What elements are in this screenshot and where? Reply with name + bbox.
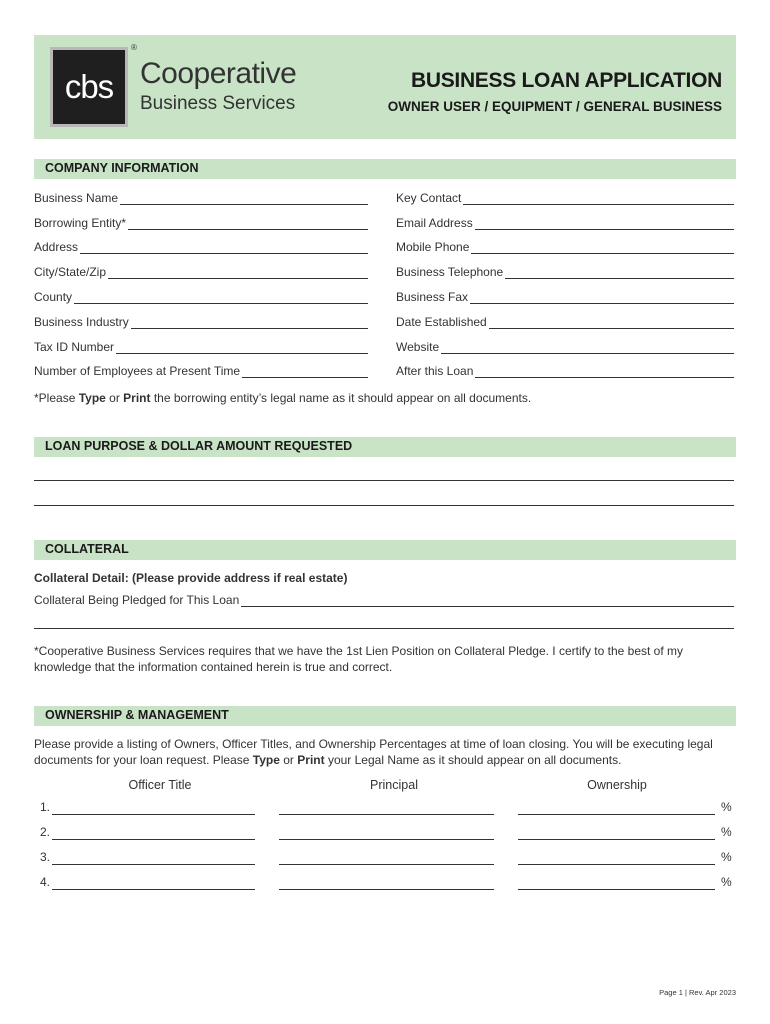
document-title: BUSINESS LOAN APPLICATION bbox=[410, 69, 722, 92]
field-mobile-phone[interactable] bbox=[396, 238, 734, 254]
field-line[interactable] bbox=[241, 594, 734, 607]
field-label: Address bbox=[34, 240, 79, 254]
field-label: County bbox=[34, 290, 73, 304]
field-line[interactable] bbox=[475, 217, 734, 230]
principal-input[interactable] bbox=[279, 814, 494, 815]
field-collateral-pledged[interactable] bbox=[34, 591, 734, 607]
principal-input[interactable] bbox=[279, 864, 494, 865]
row-number: 1. bbox=[40, 800, 51, 814]
note-print-emphasis: Print bbox=[123, 391, 151, 405]
intro-text: Please provide a listing of Owners, Officer Titles, and Ownership Percentages at time of loan closing. You will be executing legal documents for your loan request. Please bbox=[34, 737, 713, 767]
field-line[interactable] bbox=[470, 291, 734, 304]
percent-sign: % bbox=[721, 825, 732, 839]
note-text: *Please bbox=[34, 391, 79, 405]
collateral-detail-label: Collateral Detail: (Please provide address if real estate) bbox=[34, 571, 348, 585]
field-line[interactable] bbox=[74, 291, 368, 304]
field-business-industry[interactable] bbox=[34, 313, 368, 329]
column-officer-title: Officer Title bbox=[128, 778, 192, 792]
section-heading: COLLATERAL bbox=[45, 542, 129, 556]
registered-mark: ® bbox=[131, 43, 137, 52]
field-label: Key Contact bbox=[396, 191, 462, 205]
field-label: After this Loan bbox=[396, 364, 474, 378]
note-text: or bbox=[105, 391, 124, 405]
brand-name-line1: Cooperative bbox=[140, 57, 297, 90]
field-business-fax[interactable] bbox=[396, 288, 734, 304]
field-key-contact[interactable] bbox=[396, 189, 734, 205]
field-label: Collateral Being Pledged for This Loan bbox=[34, 593, 240, 607]
field-label: Borrowing Entity* bbox=[34, 216, 127, 230]
intro-type-emphasis: Type bbox=[252, 753, 280, 767]
borrowing-entity-note bbox=[34, 390, 734, 406]
officer-title-input[interactable] bbox=[52, 839, 255, 840]
collateral-line-2[interactable] bbox=[34, 628, 734, 629]
intro-text: or bbox=[279, 753, 298, 767]
field-label: Business Industry bbox=[34, 315, 129, 329]
field-date-established[interactable] bbox=[396, 313, 734, 329]
principal-input[interactable] bbox=[279, 889, 494, 890]
ownership-input[interactable] bbox=[518, 864, 715, 865]
field-label: Email Address bbox=[396, 216, 473, 230]
section-company-information bbox=[34, 159, 736, 179]
field-address[interactable] bbox=[34, 238, 368, 254]
section-collateral bbox=[34, 540, 736, 560]
document-subtitle: OWNER USER / EQUIPMENT / GENERAL BUSINESS bbox=[387, 99, 722, 114]
field-county[interactable] bbox=[34, 288, 368, 304]
section-heading: OWNERSHIP & MANAGEMENT bbox=[45, 708, 229, 722]
section-loan-purpose bbox=[34, 437, 736, 457]
field-line[interactable] bbox=[505, 266, 734, 279]
ownership-intro bbox=[34, 736, 734, 768]
field-label: Business Name bbox=[34, 191, 119, 205]
field-label: Website bbox=[396, 340, 440, 354]
loan-purpose-line-1[interactable] bbox=[34, 480, 734, 481]
field-line[interactable] bbox=[441, 341, 734, 354]
note-type-emphasis: Type bbox=[78, 391, 106, 405]
field-label: Tax ID Number bbox=[34, 340, 115, 354]
page-footer: Page 1 | Rev. Apr 2023 bbox=[659, 988, 736, 997]
field-line[interactable] bbox=[489, 316, 734, 329]
field-line[interactable] bbox=[475, 365, 734, 378]
field-label: Number of Employees at Present Time bbox=[34, 364, 241, 378]
field-business-name[interactable] bbox=[34, 189, 368, 205]
ownership-input[interactable] bbox=[518, 814, 715, 815]
percent-sign: % bbox=[721, 800, 732, 814]
intro-text: your Legal Name as it should appear on all documents. bbox=[324, 753, 622, 767]
field-label: Business Telephone bbox=[396, 265, 504, 279]
brand-name-line2: Business Services bbox=[140, 93, 296, 114]
field-label: City/State/Zip bbox=[34, 265, 107, 279]
field-employees-present[interactable] bbox=[34, 362, 368, 378]
section-heading: LOAN PURPOSE & DOLLAR AMOUNT REQUESTED bbox=[45, 439, 353, 453]
percent-sign: % bbox=[721, 850, 732, 864]
row-number: 4. bbox=[40, 875, 51, 889]
field-line[interactable] bbox=[120, 192, 368, 205]
field-label: Mobile Phone bbox=[396, 240, 470, 254]
field-line[interactable] bbox=[128, 217, 368, 230]
logo-text: cbs bbox=[64, 68, 114, 105]
field-line[interactable] bbox=[131, 316, 368, 329]
cbs-logo bbox=[50, 47, 128, 127]
field-line[interactable] bbox=[463, 192, 734, 205]
intro-print-emphasis: Print bbox=[297, 753, 325, 767]
column-principal: Principal bbox=[370, 778, 418, 792]
ownership-input[interactable] bbox=[518, 889, 715, 890]
field-label: Date Established bbox=[396, 315, 487, 329]
officer-title-input[interactable] bbox=[52, 814, 255, 815]
row-number: 3. bbox=[40, 850, 51, 864]
officer-title-input[interactable] bbox=[52, 864, 255, 865]
principal-input[interactable] bbox=[279, 839, 494, 840]
section-heading: COMPANY INFORMATION bbox=[45, 161, 199, 175]
row-number: 2. bbox=[40, 825, 51, 839]
field-line[interactable] bbox=[80, 241, 368, 254]
column-ownership: Ownership bbox=[587, 778, 647, 792]
field-line[interactable] bbox=[242, 365, 368, 378]
officer-title-input[interactable] bbox=[52, 889, 255, 890]
field-website[interactable] bbox=[396, 338, 734, 354]
field-line[interactable] bbox=[116, 341, 368, 354]
field-line[interactable] bbox=[108, 266, 368, 279]
field-line[interactable] bbox=[471, 241, 734, 254]
field-email[interactable] bbox=[396, 214, 734, 230]
percent-sign: % bbox=[721, 875, 732, 889]
field-borrowing-entity[interactable] bbox=[34, 214, 368, 230]
field-tax-id[interactable] bbox=[34, 338, 368, 354]
field-city-state-zip[interactable] bbox=[34, 263, 368, 279]
note-text: the borrowing entity’s legal name as it should appear on all documents. bbox=[150, 391, 532, 405]
collateral-certification: *Cooperative Business Services requires that we have the 1st Lien Position on Collateral Pledge. I certify to the best of my knowledge that the information contained herein is true and correct. bbox=[34, 644, 684, 674]
section-ownership-management bbox=[34, 706, 736, 726]
loan-purpose-line-2[interactable] bbox=[34, 505, 734, 506]
header-banner bbox=[34, 35, 736, 139]
field-business-telephone[interactable] bbox=[396, 263, 734, 279]
field-label: Business Fax bbox=[396, 290, 469, 304]
field-employees-after-loan[interactable] bbox=[396, 362, 734, 378]
ownership-input[interactable] bbox=[518, 839, 715, 840]
